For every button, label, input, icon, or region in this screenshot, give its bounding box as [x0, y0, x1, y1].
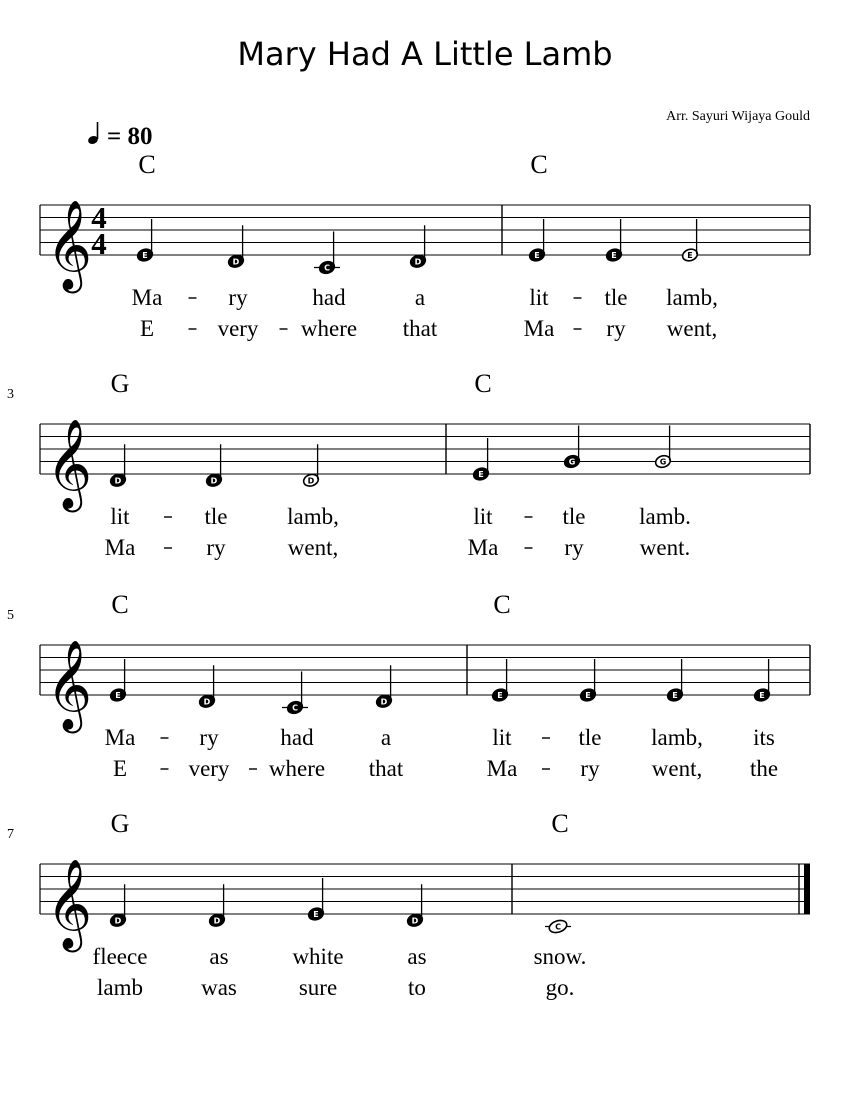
note-letter: D [380, 697, 388, 707]
lyric-syllable: fleece [92, 944, 148, 969]
lyric-syllable: a [414, 285, 426, 310]
note-letter: E [478, 470, 484, 479]
lyric-syllable: tle [578, 725, 602, 750]
note-letter: E [759, 691, 765, 700]
note-letter: D [210, 476, 218, 486]
lyric-syllable: lit [110, 504, 130, 529]
time-signature-beats: 4 [91, 200, 107, 235]
lyric-syllable: very [188, 756, 230, 781]
lyric-syllable: was [201, 975, 237, 1000]
lyric-syllable: Ma [467, 535, 499, 560]
chord-symbol: G [110, 369, 130, 398]
lyric-syllable: ry [206, 535, 226, 560]
music-system [7, 590, 810, 781]
chord-symbol: C [474, 369, 492, 398]
lyric-syllable: where [268, 756, 326, 781]
lyric-syllable: Ma [131, 285, 163, 310]
lyric-syllable: lit [473, 504, 493, 529]
treble-clef-icon: 𝄞 [46, 641, 93, 728]
lyric-syllable: lamb, [666, 285, 718, 310]
lyric-syllable: that [368, 756, 404, 781]
note-letter: C [324, 263, 330, 273]
note-letter: E [687, 251, 693, 260]
measure-number: 3 [7, 387, 14, 402]
arranger-credit: Arr. Sayuri Wijaya Gould [666, 109, 810, 124]
lyric-syllable: lamb. [639, 504, 691, 529]
lyric-syllable: ry [199, 725, 219, 750]
lyric-syllable: lamb, [651, 725, 703, 750]
note-letter: G [659, 457, 667, 467]
note-letter: E [611, 251, 617, 260]
score-title: Mary Had A Little Lamb [237, 35, 613, 73]
note-letter: D [114, 916, 122, 926]
lyric-syllable: ry [564, 535, 584, 560]
lyric-syllable: Ma [104, 535, 136, 560]
lyric-syllable: snow. [533, 944, 587, 969]
lyric-syllable: ry [228, 285, 248, 310]
lyric-syllable: the [749, 756, 779, 781]
note-letter: E [534, 251, 540, 260]
note-letter: D [307, 476, 315, 486]
music-system [7, 369, 810, 560]
lyric-syllable: tle [604, 285, 628, 310]
measure-number: 7 [7, 827, 14, 842]
note-letter: E [497, 691, 503, 700]
time-signature-beat-type: 4 [91, 226, 107, 261]
note-letter: D [414, 257, 422, 267]
note-letter: E [142, 251, 148, 260]
note-letter: G [568, 457, 576, 467]
chord-symbol: C [493, 590, 511, 619]
lyric-syllable: Ma [486, 756, 518, 781]
note-letter: D [232, 257, 240, 267]
lyric-syllable: its [753, 725, 775, 750]
lyric-syllable: had [280, 725, 314, 750]
note-letter: C [292, 703, 298, 713]
lyric-syllable: went, [651, 756, 703, 781]
note-letter: E [115, 691, 121, 700]
lyric-syllable: go. [545, 975, 575, 1000]
lyric-syllable: ry [606, 316, 626, 341]
lyric-syllable: had [312, 285, 346, 310]
lyric-syllable: went. [639, 535, 691, 560]
note-letter: D [114, 476, 122, 486]
note-letter: D [203, 697, 211, 707]
lyric-syllable: to [408, 975, 426, 1000]
measure-number: 5 [7, 608, 14, 623]
lyric-syllable: lit [492, 725, 512, 750]
lyric-syllable: lamb [97, 975, 143, 1000]
lyric-syllable: where [300, 316, 358, 341]
lyric-syllable: sure [298, 975, 338, 1000]
lyric-syllable: as [407, 944, 427, 969]
lyric-syllable: very [217, 316, 259, 341]
chord-symbol: C [138, 150, 156, 179]
lyric-syllable: tle [562, 504, 586, 529]
chord-symbol: G [110, 809, 130, 838]
note-letter: D [411, 916, 419, 926]
score-systems [7, 150, 810, 1000]
lyric-syllable: lit [529, 285, 549, 310]
lyric-syllable: lamb, [287, 504, 339, 529]
lyric-syllable: went, [666, 316, 718, 341]
final-barline-thick [804, 864, 810, 914]
lyric-syllable: as [209, 944, 229, 969]
music-system [7, 809, 810, 1000]
tempo-text: = 80 [107, 123, 153, 150]
lyric-syllable: that [402, 316, 438, 341]
lyric-syllable: tle [204, 504, 228, 529]
lyric-syllable: ry [580, 756, 600, 781]
note-letter: C [555, 922, 561, 932]
treble-clef-icon: 𝄞 [46, 201, 93, 288]
lyric-syllable: E [112, 756, 128, 781]
lyric-syllable: Ma [104, 725, 136, 750]
chord-symbol: C [551, 809, 569, 838]
treble-clef-icon: 𝄞 [46, 860, 93, 947]
note-letter: E [672, 691, 678, 700]
note-letter: E [585, 691, 591, 700]
lyric-syllable: E [139, 316, 155, 341]
lyric-syllable: went, [287, 535, 339, 560]
music-system [40, 150, 810, 341]
chord-symbol: C [530, 150, 548, 179]
tempo-marking [87, 122, 152, 150]
note-letter: E [313, 910, 319, 919]
chord-symbol: C [111, 590, 129, 619]
note-letter: D [213, 916, 221, 926]
lyric-syllable: white [292, 944, 344, 969]
lyric-syllable: a [380, 725, 392, 750]
treble-clef-icon: 𝄞 [46, 420, 93, 507]
lyric-syllable: Ma [523, 316, 555, 341]
